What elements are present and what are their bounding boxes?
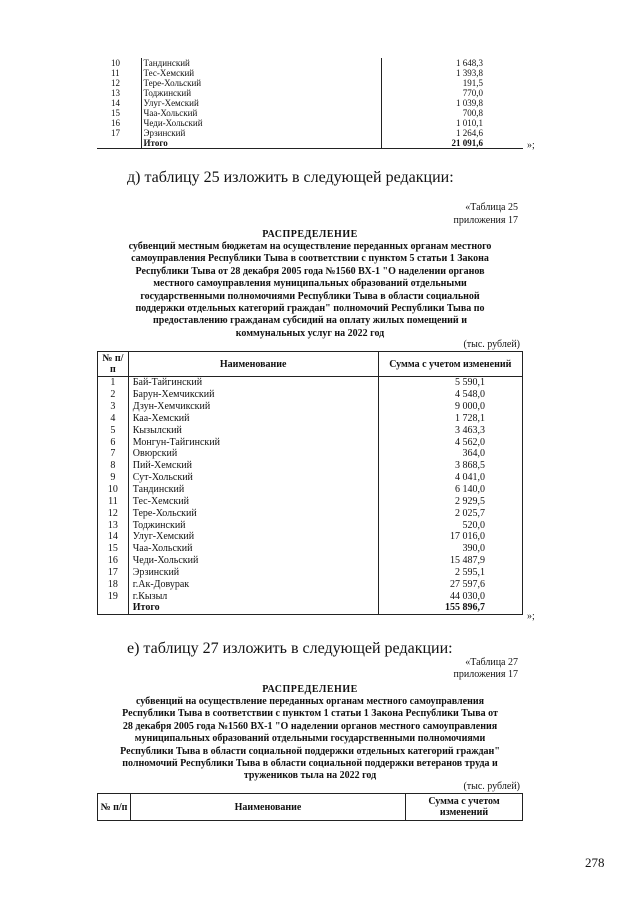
table-25-units: (тыс. рублей) xyxy=(463,339,520,350)
row-name: Чеди-Хольский xyxy=(128,555,378,567)
subtitle-line: коммунальных услуг на 2022 год xyxy=(235,327,385,339)
table-row xyxy=(98,495,523,507)
total-label: Итого xyxy=(128,602,378,614)
row-name: Улуг-Хемский xyxy=(128,531,378,543)
row-name: Эрзинский xyxy=(141,128,381,138)
row-value: 4 548,0 xyxy=(378,389,522,401)
row-name: Овюрский xyxy=(128,448,378,460)
subtitle-line: субвенций на осуществление переданных органам местного самоуправления xyxy=(135,696,485,707)
row-value: 1 010,1 xyxy=(381,118,523,128)
row-value: 15 487,9 xyxy=(378,555,522,567)
row-name: Тоджинский xyxy=(141,88,381,98)
row-number: 13 xyxy=(111,88,120,98)
row-value: 390,0 xyxy=(378,543,522,555)
table-row xyxy=(98,424,523,436)
row-number: 14 xyxy=(111,98,120,108)
row-name: Тандинский xyxy=(141,58,381,68)
subtitle-line: 28 декабря 2005 года №1560 ВХ-1 "О наделении органов местного самоуправления xyxy=(122,720,498,732)
row-name: г.Кызыл xyxy=(128,590,378,602)
subtitle-line: Республики Тыва в области социальной поддержки отдельных категорий граждан" xyxy=(120,745,500,757)
row-number: 3 xyxy=(98,401,129,413)
row-value: 520,0 xyxy=(378,519,522,531)
table-row xyxy=(98,590,523,602)
row-value: 2 025,7 xyxy=(378,507,522,519)
row-value: 364,0 xyxy=(378,448,522,460)
row-name: Бай-Тайгинский xyxy=(128,377,378,389)
row-number: 10 xyxy=(111,58,120,68)
column-header-sum: Сумма с учетом изменений xyxy=(406,794,523,821)
row-number: 6 xyxy=(98,436,129,448)
subtitle-line: самоуправления Республики Тыва в соответствии с пунктом 5 статьи 1 Закона xyxy=(131,253,489,265)
row-name: Тес-Хемский xyxy=(128,495,378,507)
subtitle-line: субвенций местным бюджетам на осуществление переданных органам местного xyxy=(128,241,492,252)
row-name: Тере-Хольский xyxy=(128,507,378,519)
table-row xyxy=(98,413,523,425)
row-number: 15 xyxy=(111,108,120,118)
row-name: Чаа-Хольский xyxy=(141,108,381,118)
total-number-cell xyxy=(98,602,129,614)
row-name: Барун-Хемчикский xyxy=(128,389,378,401)
subtitle-line: предоставлению гражданам субсидий на оплату жилых помещений и xyxy=(153,315,467,327)
subtitle-line: поддержки отдельных категорий граждан" полномочий Республики Тыва по xyxy=(135,303,485,315)
row-value: 2 929,5 xyxy=(378,495,522,507)
row-value: 44 030,0 xyxy=(378,590,522,602)
row-number: 5 xyxy=(98,424,129,436)
total-label: Итого xyxy=(141,138,381,149)
row-value: 4 562,0 xyxy=(378,436,522,448)
table-row xyxy=(97,78,523,88)
row-value: 1 264,6 xyxy=(381,128,523,138)
table-row xyxy=(97,68,523,78)
row-name: Каа-Хемский xyxy=(128,413,378,425)
row-number: 18 xyxy=(98,578,129,590)
table-row xyxy=(98,436,523,448)
row-value: 770,0 xyxy=(381,88,523,98)
row-value: 1 393,8 xyxy=(381,68,523,78)
table-row xyxy=(98,531,523,543)
subtitle-line: Республики Тыва от 28 декабря 2005 года №1560 ВХ-1 "О наделении органов xyxy=(135,265,485,277)
row-value: 17 016,0 xyxy=(378,531,522,543)
row-number: 16 xyxy=(98,555,129,567)
row-number: 9 xyxy=(98,472,129,484)
row-value: 9 000,0 xyxy=(378,401,522,413)
row-value: 1 728,1 xyxy=(378,413,522,425)
row-number: 16 xyxy=(111,118,120,128)
row-name: Эрзинский xyxy=(128,567,378,579)
table-row xyxy=(97,128,523,138)
total-value: 21 091,6 xyxy=(381,138,523,149)
row-number: 11 xyxy=(98,495,129,507)
row-name: Монгун-Тайгинский xyxy=(128,436,378,448)
table-row xyxy=(97,118,523,128)
row-value: 1 648,3 xyxy=(381,58,523,68)
row-number: 11 xyxy=(111,68,120,78)
table-end-mark: »; xyxy=(527,140,535,151)
table-27-units: (тыс. рублей) xyxy=(463,781,520,792)
row-value: 191,5 xyxy=(381,78,523,88)
subtitle-line: муниципальных образований отдельными государственными полномочиями xyxy=(134,733,486,745)
row-value: 700,8 xyxy=(381,108,523,118)
row-number: 12 xyxy=(98,507,129,519)
table-row xyxy=(98,377,523,389)
row-number: 13 xyxy=(98,519,129,531)
table-row xyxy=(98,519,523,531)
table-27-ref-line1: «Таблица 27 xyxy=(465,657,518,668)
row-number: 17 xyxy=(98,567,129,579)
column-header-number: № п/п xyxy=(98,352,129,377)
column-header-name: Наименование xyxy=(128,352,378,377)
subtitle-line: Республики Тыва в соответствии с пунктом 1 статьи 1 Закона Республики Тыва от xyxy=(122,708,498,720)
column-header-sum: Сумма с учетом изменений xyxy=(378,352,522,377)
row-number: 2 xyxy=(98,389,129,401)
row-name: Улуг-Хемский xyxy=(141,98,381,108)
table-row xyxy=(97,58,523,68)
row-value: 3 463,3 xyxy=(378,424,522,436)
total-number-cell xyxy=(97,138,141,149)
total-value: 155 896,7 xyxy=(378,602,522,614)
table-27-title: РАСПРЕДЕЛЕНИЕ xyxy=(262,684,358,695)
row-name: Сут-Хольский xyxy=(128,472,378,484)
row-value: 3 868,5 xyxy=(378,460,522,472)
row-name: Чаа-Хольский xyxy=(128,543,378,555)
subtitle-line: государственными полномочиями Республики Тыва в области социальной xyxy=(140,290,480,302)
row-name: Тандинский xyxy=(128,484,378,496)
table-25-subtitle xyxy=(90,241,530,340)
row-name: Тоджинский xyxy=(128,519,378,531)
table-row xyxy=(98,567,523,579)
row-name: Тес-Хемский xyxy=(141,68,381,78)
row-number: 12 xyxy=(111,78,120,88)
table-27-subtitle xyxy=(90,696,530,783)
section-d-heading: д) таблицу 25 изложить в следующей редакции: xyxy=(127,169,454,186)
table-row xyxy=(98,448,523,460)
section-e-heading: е) таблицу 27 изложить в следующей редакции: xyxy=(127,640,453,657)
total-row xyxy=(97,138,523,149)
table-row xyxy=(97,88,523,98)
table-row xyxy=(98,543,523,555)
total-row xyxy=(98,602,523,614)
column-header-name: Наименование xyxy=(131,794,406,821)
row-number: 17 xyxy=(111,128,120,138)
row-value: 5 590,1 xyxy=(378,377,522,389)
table-row xyxy=(98,401,523,413)
table-row xyxy=(97,108,523,118)
table-row xyxy=(98,472,523,484)
row-value: 4 041,0 xyxy=(378,472,522,484)
subtitle-line: тружеников тыла на 2022 год xyxy=(243,770,377,782)
row-name: Пий-Хемский xyxy=(128,460,378,472)
table-row xyxy=(98,555,523,567)
row-name: г.Ак-Довурак xyxy=(128,578,378,590)
row-number: 7 xyxy=(98,448,129,460)
row-number: 14 xyxy=(98,531,129,543)
continuation-table xyxy=(97,58,523,149)
table-row xyxy=(98,389,523,401)
row-value: 6 140,0 xyxy=(378,484,522,496)
row-value: 1 039,8 xyxy=(381,98,523,108)
table-row xyxy=(98,578,523,590)
table-25 xyxy=(97,351,523,615)
table-row xyxy=(98,507,523,519)
table-27 xyxy=(97,793,523,821)
row-name: Дзун-Хемчикский xyxy=(128,401,378,413)
subtitle-line: местного самоуправления муниципальных образований отдельными xyxy=(153,278,467,290)
table-end-mark: »; xyxy=(527,611,535,622)
table-row xyxy=(97,98,523,108)
table-27-ref-line2: приложения 17 xyxy=(453,669,518,680)
row-value: 2 595,1 xyxy=(378,567,522,579)
row-number: 4 xyxy=(98,413,129,425)
table-25-title: РАСПРЕДЕЛЕНИЕ xyxy=(262,229,358,240)
row-number: 8 xyxy=(98,460,129,472)
row-number: 10 xyxy=(98,484,129,496)
column-header-number: № п/п xyxy=(98,794,131,821)
row-name: Тере-Хольский xyxy=(141,78,381,88)
table-25-ref-line2: приложения 17 xyxy=(453,215,518,226)
page-number: 278 xyxy=(585,855,605,870)
row-value: 27 597,6 xyxy=(378,578,522,590)
subtitle-line: полномочий Республики Тыва в области социальной поддержки ветеранов труда и xyxy=(122,758,498,770)
row-number: 1 xyxy=(98,377,129,389)
table-25-ref-line1: «Таблица 25 xyxy=(465,202,518,213)
row-name: Чеди-Хольский xyxy=(141,118,381,128)
table-row xyxy=(98,460,523,472)
row-name: Кызылский xyxy=(128,424,378,436)
table-row xyxy=(98,484,523,496)
row-number: 19 xyxy=(98,590,129,602)
row-number: 15 xyxy=(98,543,129,555)
